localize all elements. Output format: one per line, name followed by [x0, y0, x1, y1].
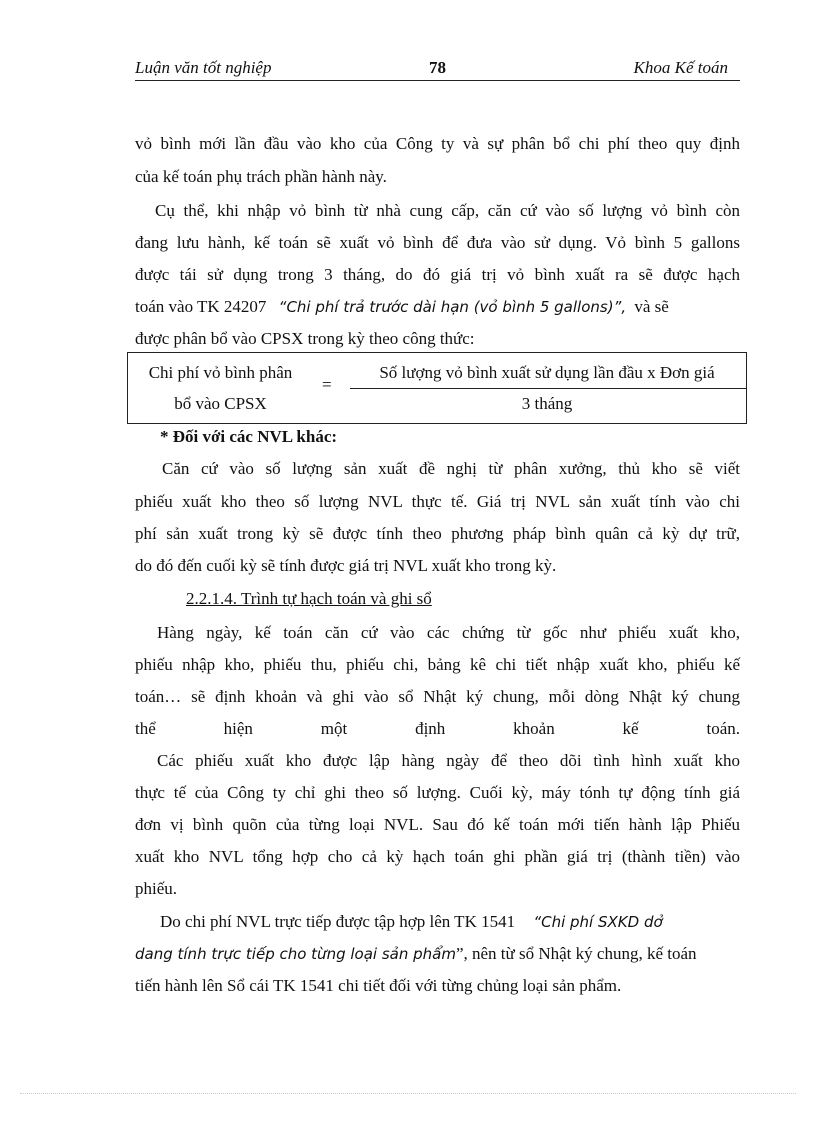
- text-line: vỏ bình mới lần đầu vào kho của Công ty và sự phân bổ chi phí theo quy định: [135, 134, 740, 153]
- text-line: thực tế của Công ty chỉ ghi theo số lượng. Cuối kỳ, máy tónh tự động tính giá: [135, 783, 740, 802]
- text-segment-italic: “Chi phí trả trước dài hạn (vỏ bình 5 gallons)”,: [278, 298, 627, 316]
- text-line: phiếu xuất kho theo số lượng NVL thực tế. Giá trị NVL sản xuất tính vào chi: [135, 492, 740, 511]
- formula-equals: =: [322, 375, 332, 394]
- formula-numerator: Số lượng vỏ bình xuất sử dụng lần đầu x Đơn giá: [379, 363, 715, 382]
- page-header: [135, 58, 740, 81]
- page-number: 78: [429, 58, 446, 77]
- text-line: Hàng ngày, kế toán căn cứ vào các chứng từ gốc như phiếu xuất kho,: [157, 623, 740, 642]
- text-line: do đó đến cuối kỳ sẽ tính được giá trị NVL xuất kho trong kỳ.: [135, 556, 557, 575]
- text-line: [160, 911, 740, 933]
- text-segment: toán vào TK 24207: [135, 297, 267, 316]
- text-line: [135, 296, 740, 318]
- text-line: phiếu nhập kho, phiếu thu, phiếu chi, bảng kê chi tiết nhập xuất kho, phiếu kế: [135, 655, 740, 674]
- text-line: được phân bổ vào CPSX trong kỳ theo công thức:: [135, 329, 475, 348]
- formula-fraction-bar: [350, 388, 746, 389]
- text-line: đang lưu hành, kế toán sẽ xuất vỏ bình để đưa vào sử dụng. Vỏ bình 5 gallons: [135, 233, 740, 252]
- formula-left-top: Chi phí vỏ bình phân: [148, 363, 293, 382]
- subheading: * Đối với các NVL khác:: [160, 427, 338, 446]
- text-line: phiếu.: [135, 879, 178, 898]
- text-segment-italic: dang tính trực tiếp cho từng loại sản phẩm: [135, 945, 456, 963]
- text-line: xuất kho NVL tổng hợp cho cả kỳ hạch toán ghi phần giá trị (thành tiền) vào: [135, 847, 740, 866]
- formula-denominator: 3 tháng: [521, 394, 573, 413]
- text-line: của kế toán phụ trách phần hành này.: [135, 167, 387, 186]
- text-segment: và sẽ: [634, 297, 669, 316]
- text-line: [135, 943, 740, 965]
- text-line: đơn vị bình quõn của từng loại NVL. Sau đó kế toán mới tiến hành lập Phiếu: [135, 815, 740, 834]
- formula-box: [127, 352, 747, 424]
- text-segment-italic: “Chi phí SXKD dở: [533, 913, 663, 931]
- text-line: tiến hành lên Sổ cái TK 1541 chi tiết đối với từng chủng loại sản phẩm.: [135, 976, 622, 995]
- text-line: phí sản xuất trong kỳ sẽ được tính theo phương pháp bình quân cả kỳ dự trữ,: [135, 524, 740, 543]
- section-heading: 2.2.1.4. Trình tự hạch toán và ghi sổ: [186, 589, 432, 608]
- page-bottom-border: [20, 1093, 796, 1094]
- text-segment: Do chi phí NVL trực tiếp được tập hợp lên TK 1541: [160, 912, 516, 931]
- text-line: Cụ thể, khi nhập vỏ bình từ nhà cung cấp, căn cứ vào số lượng vỏ bình còn: [155, 201, 740, 220]
- text-segment: ”, nên từ sổ Nhật ký chung, kế toán: [455, 944, 697, 963]
- text-line: Căn cứ vào số lượng sản xuất đề nghị từ phân xưởng, thủ kho sẽ viết: [162, 459, 740, 478]
- text-line: thể hiện một định khoản kế toán.: [135, 719, 740, 738]
- formula-left-bottom: bổ vào CPSX: [174, 394, 267, 413]
- header-thesis-label: Luận văn tốt nghiệp: [135, 58, 272, 77]
- text-line: Các phiếu xuất kho được lập hàng ngày để theo dõi tình hình xuất kho: [157, 751, 740, 770]
- header-faculty-label: Khoa Kế toán: [633, 58, 728, 77]
- text-line: được tái sử dụng trong 3 tháng, do đó giá trị vỏ bình xuất ra sẽ được hạch: [135, 265, 740, 284]
- text-line: toán… sẽ định khoản và ghi vào sổ Nhật ký chung, mỗi dòng Nhật ký chung: [135, 687, 740, 706]
